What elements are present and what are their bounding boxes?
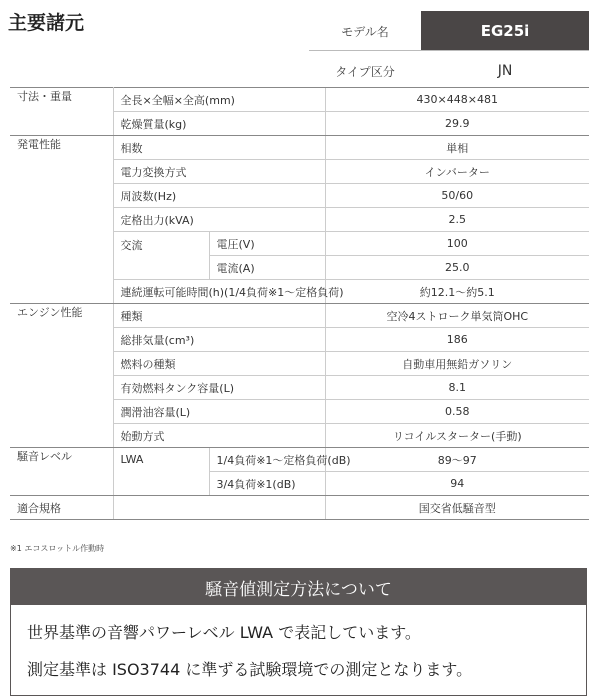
spec-table [10, 87, 589, 520]
row-label: 有効燃料タンク容量(L) [113, 376, 325, 400]
row-value: 430×448×481 [325, 88, 589, 112]
category-noise: 騒音レベル [10, 448, 113, 496]
row-sublabel: 1/4負荷※1〜定格負荷(dB) [209, 448, 325, 472]
row-value: 自動車用無鉛ガソリン [325, 352, 589, 376]
model-value: EG25i [421, 11, 589, 51]
row-label-ac: 交流 [113, 232, 209, 280]
row-value: 国交省低騒音型 [325, 496, 589, 520]
table-row [10, 304, 589, 328]
row-label: 種類 [113, 304, 325, 328]
row-label: 始動方式 [113, 424, 325, 448]
row-value: 89〜97 [325, 448, 589, 472]
row-label: 全長×全幅×全高(mm) [113, 88, 325, 112]
category-dimensions: 寸法・重量 [10, 88, 113, 136]
table-row [10, 88, 589, 112]
row-value: 0.58 [325, 400, 589, 424]
row-label: 電力変換方式 [113, 160, 325, 184]
row-sublabel: 電圧(V) [209, 232, 325, 256]
type-row [309, 51, 589, 91]
category-engine: エンジン性能 [10, 304, 113, 448]
row-label: 総排気量(cm³) [113, 328, 325, 352]
row-sublabel: 電流(A) [209, 256, 325, 280]
row-label: 乾燥質量(kg) [113, 112, 325, 136]
type-value: JN [497, 63, 513, 79]
table-row [10, 496, 589, 520]
footnote: ※1 エコスロットル作動時 [10, 544, 105, 553]
row-value: 94 [325, 472, 589, 496]
row-value: 25.0 [325, 256, 589, 280]
row-value: 100 [325, 232, 589, 256]
row-label: 相数 [113, 136, 325, 160]
row-value: 8.1 [325, 376, 589, 400]
row-label: 周波数(Hz) [113, 184, 325, 208]
box-text-line-1: 世界基準の音響パワーレベル LWA で表記しています。 [27, 623, 421, 642]
table-row [10, 448, 589, 472]
box-text-line-2: 測定基準は ISO3744 に準ずる試験環境での測定となります。 [27, 660, 473, 679]
row-value: 29.9 [325, 112, 589, 136]
row-label: 連続運転可能時間(h)(1/4負荷※1〜定格負荷) [113, 280, 325, 304]
row-value: 空冷4ストローク単気筒OHC [325, 304, 589, 328]
model-row [309, 11, 589, 51]
noise-method-box [10, 568, 587, 696]
row-value: 50/60 [325, 184, 589, 208]
row-label-empty [113, 496, 325, 520]
category-standard: 適合規格 [10, 496, 113, 520]
row-sublabel: 3/4負荷※1(dB) [209, 472, 325, 496]
table-row [10, 136, 589, 160]
row-label: 燃料の種類 [113, 352, 325, 376]
row-label-lwa: LWA [113, 448, 209, 496]
row-value: 2.5 [325, 208, 589, 232]
model-label: モデル名 [341, 24, 389, 39]
page-title: 主要諸元 [8, 12, 85, 34]
row-value: インバーター [325, 160, 589, 184]
box-heading: 騒音値測定方法について [11, 569, 586, 605]
row-label: 定格出力(kVA) [113, 208, 325, 232]
row-value: 約12.1〜約5.1 [325, 280, 589, 304]
row-value: リコイルスターター(手動) [325, 424, 589, 448]
row-value: 単相 [325, 136, 589, 160]
type-label: タイプ区分 [335, 64, 395, 79]
row-value: 186 [325, 328, 589, 352]
row-label: 潤滑油容量(L) [113, 400, 325, 424]
category-power: 発電性能 [10, 136, 113, 304]
